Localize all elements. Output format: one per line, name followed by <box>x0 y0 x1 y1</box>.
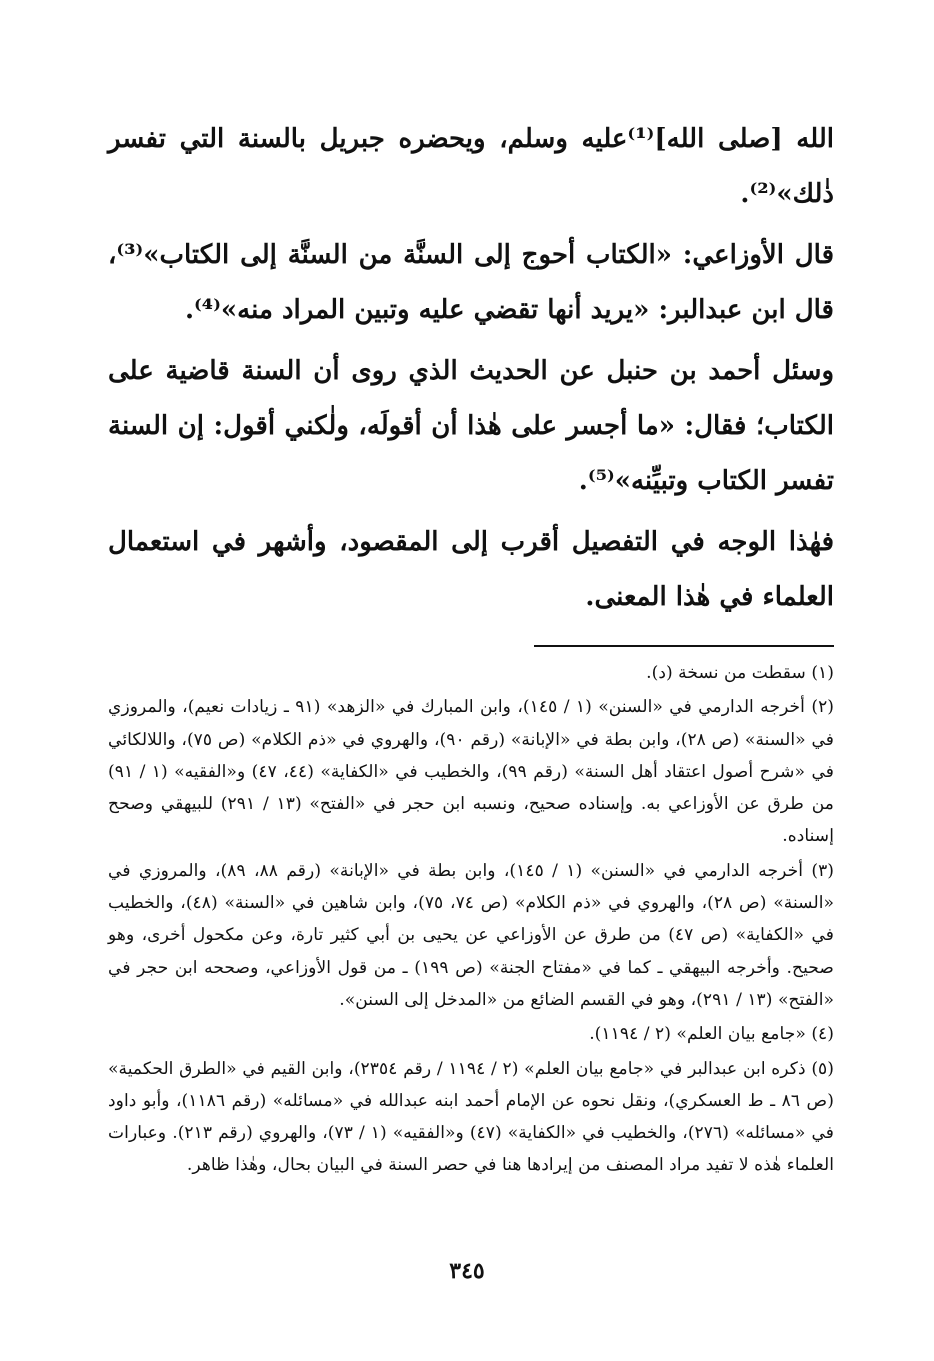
footnote: (٥) ذكره ابن عبدالبر في «جامع بيان العلم» (٢ / ١١٩٤ / رقم ٢٣٥٤)، وابن القيم في «الطرق الحكمية» (ص ٨٦ ـ ط العسكري)، ونقل نحوه عن الإمام أحمد ابنه عبدالله في «مسائله» (رقم ١١٨٦)، وأبو داود في «مسائله» (٢٧٦)، والخطيب في «الكفاية» (٤٧) و«الفقيه» (١ / ٧٣)، والهروي (رقم ٢١٣). وعبارات العلماء هٰذه لا تفيد مراد المصنف من إيرادها هنا في حصر السنة في البيان بحال، وهٰذا ظاهر. <box>108 1058 834 1176</box>
footnote: (٢) أخرجه الدارمي في «السنن» (١ / ١٤٥)، وابن المبارك في «الزهد» (٩١ ـ زيادات نعيم)، والمروزي في «السنة» (ص ٢٨)، وابن بطة في «الإبانة» (رقم ٩٠)، والهروي في «ذم الكلام» (ص ٧٥)، واللالكائي في «شرح أصول اعتقاد أهل السنة» (رقم ٩٩)، والخطيب في «الكفاية» (٤٤، ٤٧) و«الفقيه» (١ / ٩١) من طرق عن الأوزاعي به. وإسناده صحيح، ونسبه ابن حجر في «الفتح» (١٣ / ٢٩١) للبيهقي وصحح إسناده. <box>108 697 835 847</box>
footnotes <box>108 657 834 1182</box>
main-paragraph: الله [صلى الله]⁽¹⁾عليه وسلم، ويحضره جبريل بالسنة التي تفسر ذٰلك»⁽²⁾. <box>108 124 834 209</box>
footnote: (٣) أخرجه الدارمي في «السنن» (١ / ١٤٥)، وابن بطة في «الإبانة» (رقم ٨٨، ٨٩)، والمروزي في «السنة» (ص ٢٨)، والهروي في «ذم الكلام» (ص ٧٤، ٧٥)، وابن شاهين في «السنة» (٤٨)، والخطيب في «الكفاية» (ص ٤٧) من طرق عن الأوزاعي عن يحيى بن أبي كثير تارة، وعن مكحول أخرى، وهو صحيح. وأخرجه البيهقي ـ كما في «مفتاح الجنة» (ص ١٩٩) ـ من قول الأوزاعي، وصححه ابن حجر في «الفتح» (١٣ / ٢٩١)، وهو في القسم الضائع من «المدخل إلى السنن». <box>108 860 835 1010</box>
book-page <box>108 112 834 1312</box>
main-paragraph: قال الأوزاعي: «الكتاب أحوج إلى السنَّة من السنَّة إلى الكتاب»⁽³⁾، قال ابن عبدالبر: «يريد أنها تقضي عليه وتبين المراد منه»⁽⁴⁾. <box>108 240 834 325</box>
footnote-separator <box>534 645 834 647</box>
main-paragraph: فهٰذا الوجه في التفصيل أقرب إلى المقصود، وأشهر في استعمال العلماء في هٰذا المعنى. <box>108 527 834 612</box>
footnote: (٤) «جامع بيان العلم» (٢ / ١١٩٤). <box>589 1024 834 1045</box>
footnote: (١) سقطت من نسخة (د). <box>646 663 834 683</box>
main-text <box>108 112 834 625</box>
main-paragraph: وسئل أحمد بن حنبل عن الحديث الذي روى أن السنة قاضية على الكتاب؛ فقال: «ما أجسر على هٰذا أن أقولَه، ولٰكني أقول: إن السنة تفسر الكتاب وتبيِّنه»⁽⁵⁾. <box>108 356 834 496</box>
page-number: ٣٤٥ <box>449 1258 485 1284</box>
